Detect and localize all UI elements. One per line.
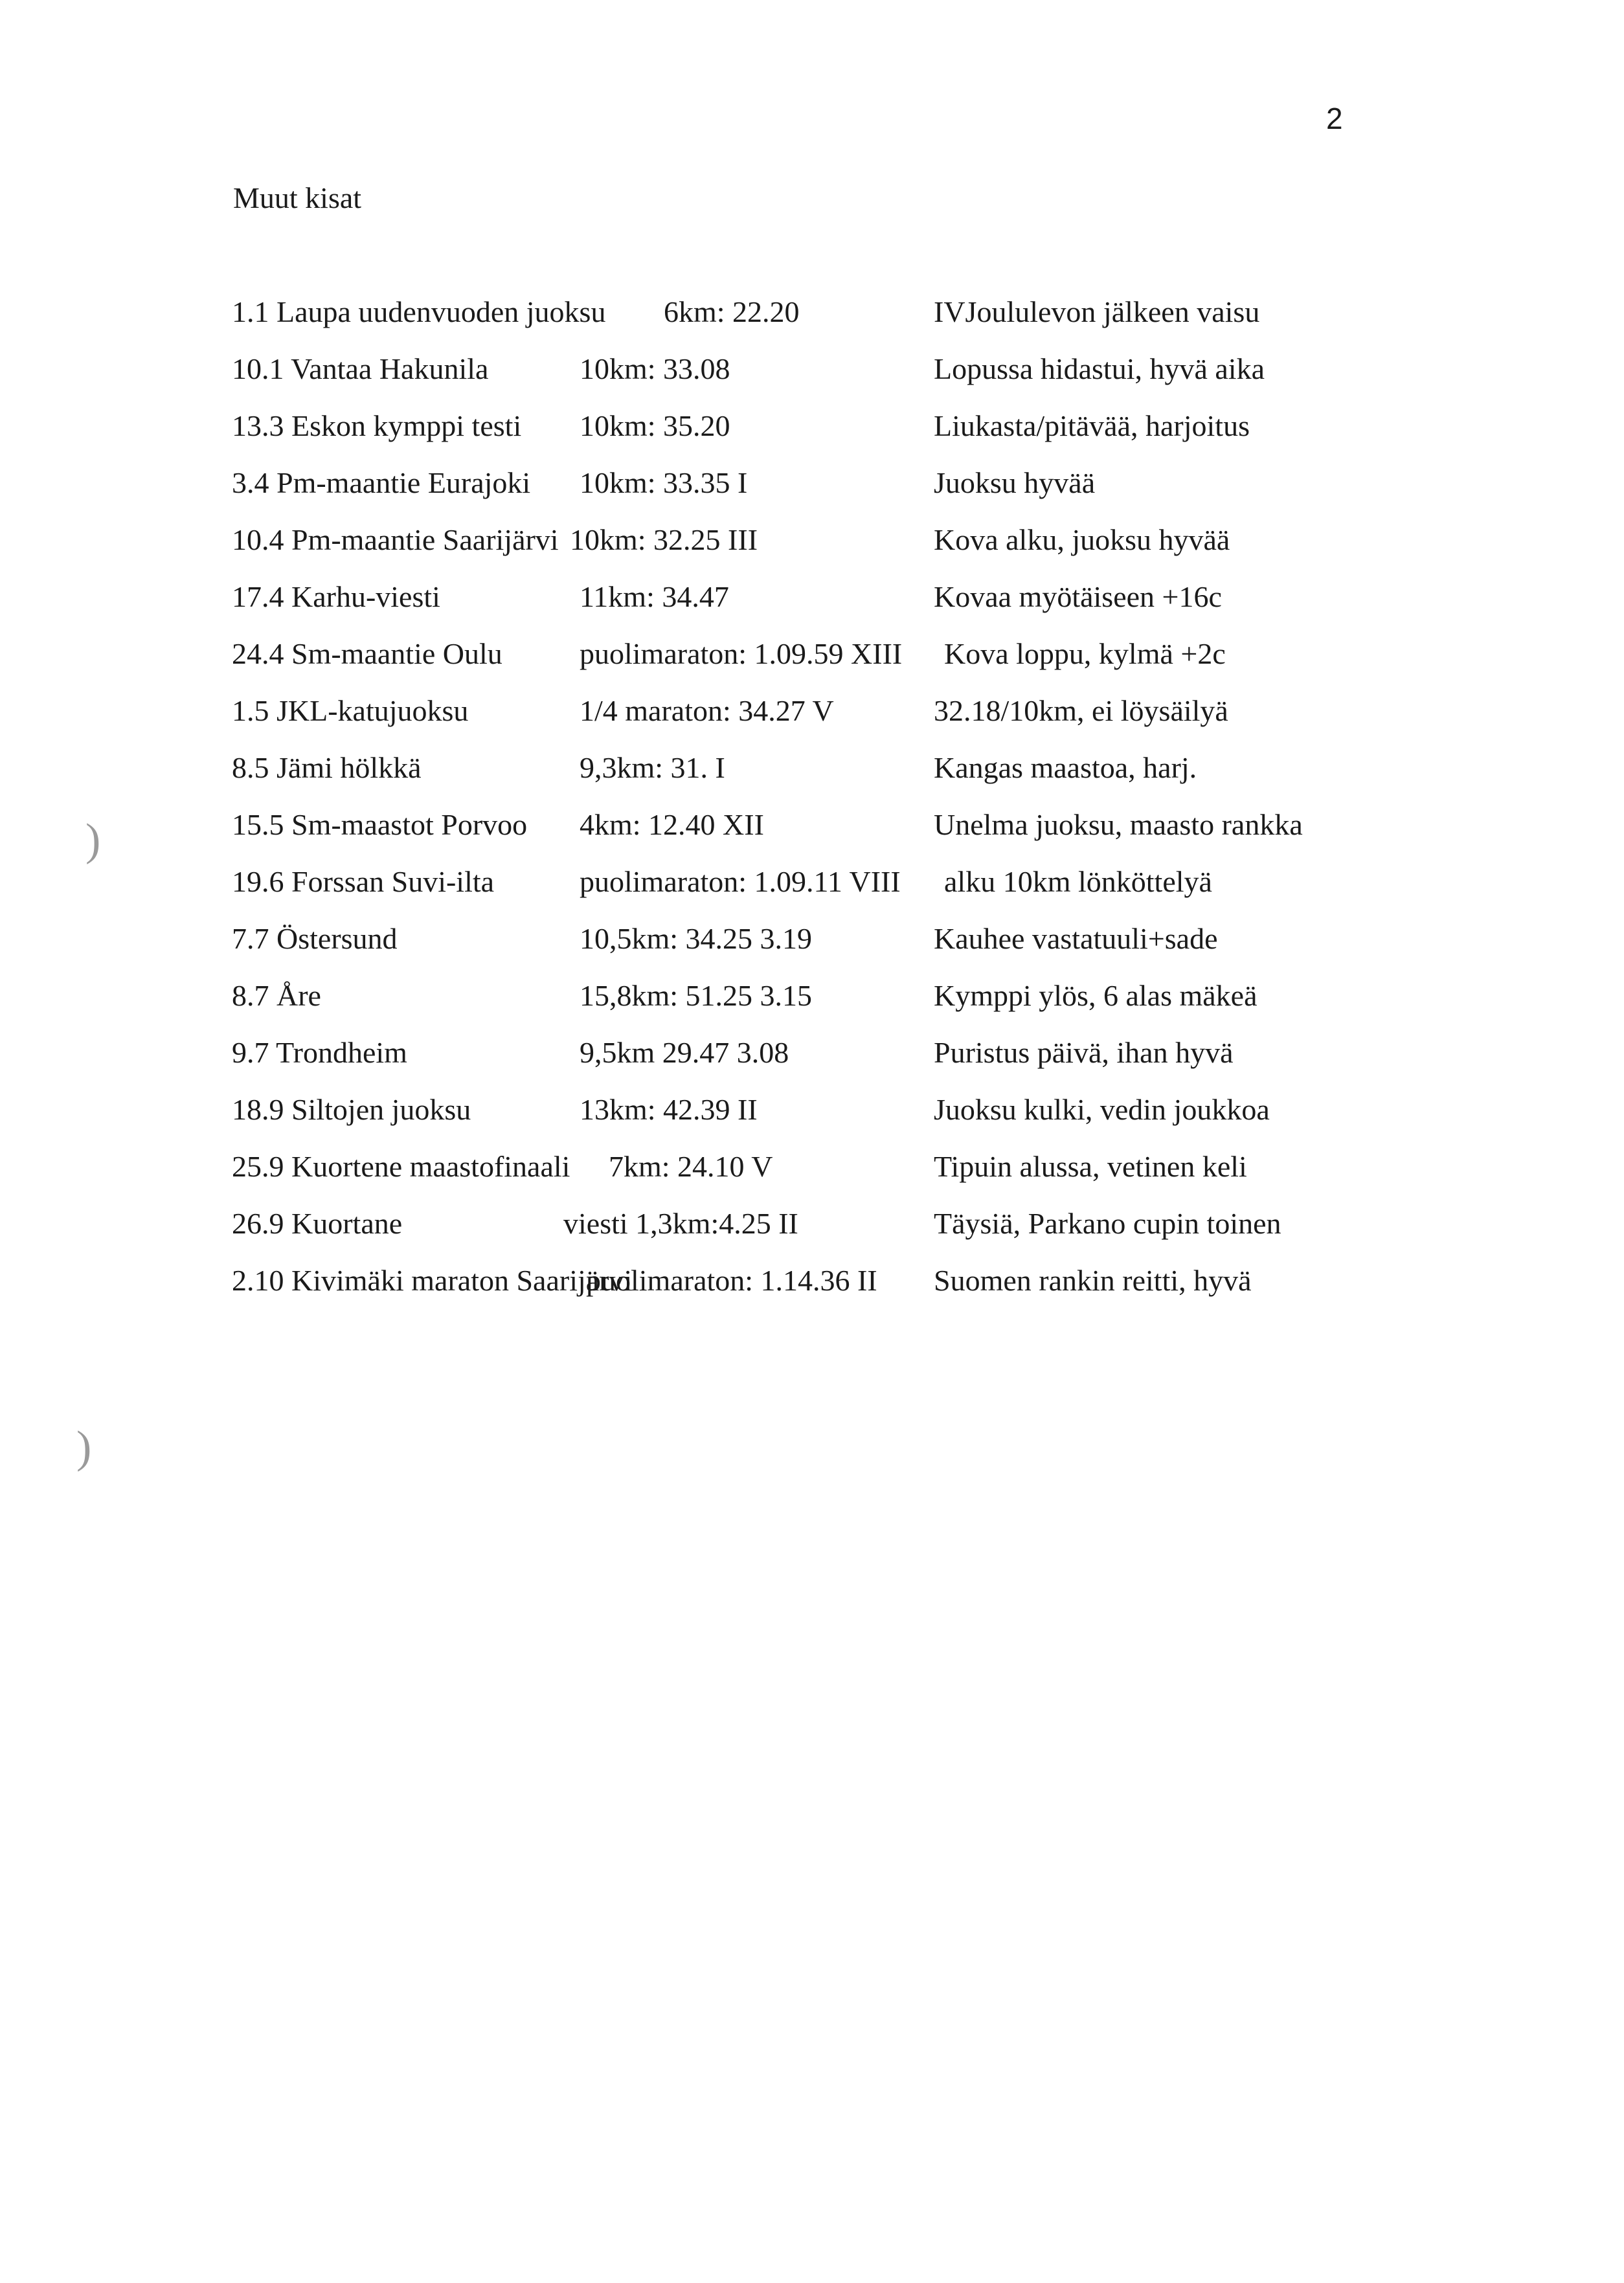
race-result: 4km: 12.40 XII xyxy=(580,808,764,841)
race-event: 7.7 Östersund xyxy=(232,922,398,955)
race-row xyxy=(0,464,1624,502)
race-event: 8.5 Jämi hölkkä xyxy=(232,751,422,784)
race-event: 24.4 Sm-maantie Oulu xyxy=(232,637,502,670)
race-row xyxy=(0,1090,1624,1129)
race-note: Kauhee vastatuuli+sade xyxy=(934,922,1218,955)
race-note: Kovaa myötäiseen +16c xyxy=(934,580,1222,613)
race-note: Kangas maastoa, harj. xyxy=(934,751,1197,784)
race-row xyxy=(0,805,1624,844)
race-row xyxy=(0,919,1624,958)
race-event: 1.5 JKL-katujuoksu xyxy=(232,694,469,727)
race-result: 15,8km: 51.25 3.15 xyxy=(580,979,813,1012)
race-note: Puristus päivä, ihan hyvä xyxy=(934,1036,1234,1069)
race-event: 10.4 Pm-maantie Saarijärvi xyxy=(232,523,559,556)
race-note: Lopussa hidastui, hyvä aika xyxy=(934,352,1265,385)
punch-hole-mark: ) xyxy=(76,1423,92,1472)
race-result: 7km: 24.10 V xyxy=(609,1150,773,1183)
race-note: Tipuin alussa, vetinen keli xyxy=(934,1150,1247,1183)
race-row xyxy=(0,407,1624,445)
race-result: puolimaraton: 1.09.59 XIII xyxy=(580,637,903,670)
race-event: 18.9 Siltojen juoksu xyxy=(232,1093,471,1126)
race-event: 13.3 Eskon kymppi testi xyxy=(232,409,522,442)
race-event: 9.7 Trondheim xyxy=(232,1036,407,1069)
race-row xyxy=(0,692,1624,730)
race-row xyxy=(0,1204,1624,1243)
race-note: IVJoululevon jälkeen vaisu xyxy=(934,295,1260,328)
race-row xyxy=(0,1147,1624,1186)
race-event: 2.10 Kivimäki maraton Saarijärvi xyxy=(232,1264,633,1297)
race-event: 3.4 Pm-maantie Eurajoki xyxy=(232,466,531,499)
race-note: Kova loppu, kylmä +2c xyxy=(944,637,1226,670)
race-row xyxy=(0,748,1624,787)
race-note: Juoksu kulki, vedin joukkoa xyxy=(934,1093,1270,1126)
race-row xyxy=(0,862,1624,901)
race-row xyxy=(0,578,1624,616)
race-result: 10km: 33.08 xyxy=(580,352,730,385)
race-row xyxy=(0,293,1624,332)
race-result: 10km: 33.35 I xyxy=(580,466,748,499)
race-result: 9,5km 29.47 3.08 xyxy=(580,1036,789,1069)
race-result: 10km: 32.25 III xyxy=(570,523,758,556)
race-result: 6km: 22.20 xyxy=(664,295,800,328)
race-row xyxy=(0,1033,1624,1072)
race-note: Kova alku, juoksu hyvää xyxy=(934,523,1230,556)
race-event: 1.1 Laupa uudenvuoden juoksu xyxy=(232,295,606,328)
race-event: 10.1 Vantaa Hakunila xyxy=(232,352,489,385)
race-result: 10km: 35.20 xyxy=(580,409,730,442)
race-event: 25.9 Kuortene maastofinaali xyxy=(232,1150,570,1183)
race-note: 32.18/10km, ei löysäilyä xyxy=(934,694,1228,727)
race-result: 9,3km: 31. I xyxy=(580,751,725,784)
race-note: Unelma juoksu, maasto rankka xyxy=(934,808,1303,841)
race-note: Täysiä, Parkano cupin toinen xyxy=(934,1207,1281,1240)
race-event: 26.9 Kuortane xyxy=(232,1207,403,1240)
race-result: 11km: 34.47 xyxy=(580,580,729,613)
race-result: viesti 1,3km:4.25 II xyxy=(563,1207,798,1240)
race-row xyxy=(0,1261,1624,1300)
race-event: 15.5 Sm-maastot Porvoo xyxy=(232,808,528,841)
race-row xyxy=(0,635,1624,673)
race-row xyxy=(0,976,1624,1015)
race-row xyxy=(0,521,1624,559)
race-note: Kymppi ylös, 6 alas mäkeä xyxy=(934,979,1257,1012)
race-result: 10,5km: 34.25 3.19 xyxy=(580,922,813,955)
race-row xyxy=(0,350,1624,388)
race-note: Liukasta/pitävää, harjoitus xyxy=(934,409,1250,442)
race-event: 8.7 Åre xyxy=(232,979,321,1012)
race-result: 1/4 maraton: 34.27 V xyxy=(580,694,834,727)
race-note: Suomen rankin reitti, hyvä xyxy=(934,1264,1252,1297)
race-result: 13km: 42.39 II xyxy=(580,1093,758,1126)
page-number: 2 xyxy=(1326,102,1343,135)
race-event: 19.6 Forssan Suvi-ilta xyxy=(232,865,495,898)
race-result: puolimaraton: 1.14.36 II xyxy=(586,1264,877,1297)
race-event: 17.4 Karhu-viesti xyxy=(232,580,440,613)
punch-hole-mark: ) xyxy=(85,815,101,865)
race-note: Juoksu hyvää xyxy=(934,466,1096,499)
page-heading: Muut kisat xyxy=(233,181,362,214)
race-result: puolimaraton: 1.09.11 VIII xyxy=(580,865,901,898)
race-note: alku 10km lönköttelyä xyxy=(944,865,1212,898)
